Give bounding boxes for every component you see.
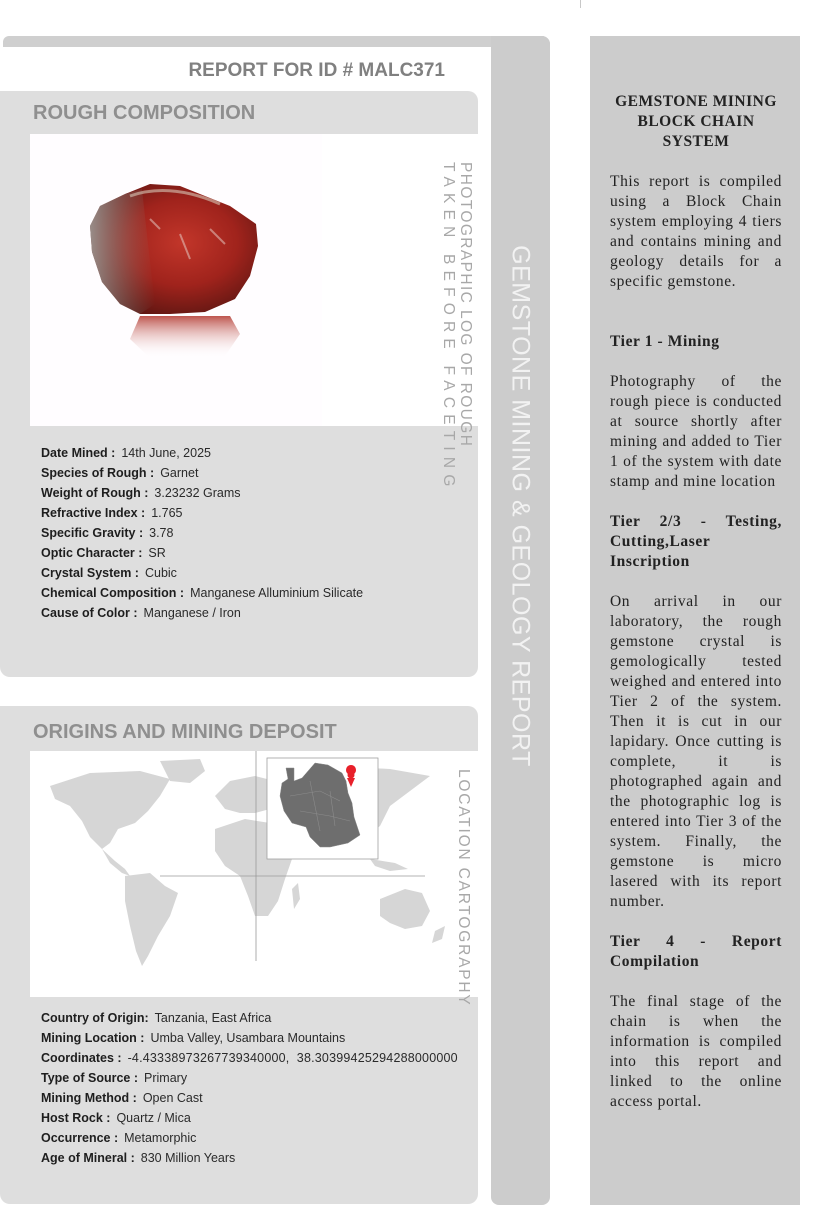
field-value: Quartz / Mica (116, 1111, 191, 1125)
field-label: Date Mined : (41, 446, 116, 460)
photo-caption-line2: TAKEN BEFORE FACETING (440, 162, 457, 493)
field-value: Garnet (160, 466, 199, 480)
tier4-heading: Tier 4 - Report Compilation (610, 933, 782, 970)
rough-composition-panel (0, 91, 478, 677)
field-value: Open Cast (142, 1091, 203, 1105)
field-label: Country of Origin: (41, 1011, 149, 1025)
field-label: Crystal System : (41, 566, 139, 580)
field-value: Manganese Alluminium Silicate (190, 586, 364, 600)
field-row-crystal-system (41, 563, 363, 583)
field-label: Mining Location : (41, 1031, 145, 1045)
band-title: GEMSTONE MINING & GEOLOGY REPORT (506, 245, 535, 767)
field-value: 1.765 (151, 506, 183, 520)
world-map-image (30, 751, 478, 997)
top-divider-tick (580, 0, 581, 8)
origins-title: ORIGINS AND MINING DEPOSIT (33, 721, 337, 743)
rough-details-list (41, 443, 363, 623)
field-value: 14th June, 2025 (121, 446, 211, 460)
field-row-weight (41, 483, 363, 503)
garnet-rough-image (30, 134, 322, 426)
report-id-heading: REPORT FOR ID # MALC371 (188, 60, 445, 81)
field-row-country (41, 1008, 458, 1028)
field-row-mining-location (41, 1028, 458, 1048)
field-label: Specific Gravity : (41, 526, 144, 540)
origins-details-list (41, 1008, 458, 1168)
field-label: Cause of Color : (41, 606, 138, 620)
field-row-coordinates (41, 1048, 458, 1068)
field-label: Weight of Rough : (41, 486, 149, 500)
field-value: SR (148, 546, 166, 560)
field-value: 830 Million Years (140, 1151, 236, 1165)
tier23-heading: Tier 2/3 - Testing, Cutting,Laser Inscription (610, 513, 782, 570)
field-value: 3.78 (149, 526, 174, 540)
field-label: Type of Source : (41, 1071, 139, 1085)
field-value: Metamorphic (124, 1131, 197, 1145)
field-value: Tanzania, East Africa (154, 1011, 272, 1025)
field-label: Optic Character : (41, 546, 143, 560)
field-value: Primary (144, 1071, 188, 1085)
tier1-heading: Tier 1 - Mining (610, 333, 720, 350)
field-label: Species of Rough : (41, 466, 155, 480)
field-value: Manganese / Iron (143, 606, 241, 620)
field-row-age-of-mineral (41, 1148, 458, 1168)
top-frame-bar (3, 36, 550, 47)
tier1-text: Photography of the rough piece is conducted at source shortly after mining and added to Tier 1 of the system with date stamp and mine location (610, 373, 782, 490)
rough-composition-title: ROUGH COMPOSITION (33, 102, 256, 124)
photo-caption (440, 162, 474, 493)
sidebar-intro: This report is compiled using a Block Chain system employing 4 tiers and contains mining and geology details for a specific gemstone. (610, 173, 782, 290)
map-caption: LOCATION CARTOGRAPHY (455, 769, 472, 1007)
field-row-refractive-index (41, 503, 363, 523)
field-row-specific-gravity (41, 523, 363, 543)
field-value: Umba Valley, Usambara Mountains (150, 1031, 346, 1045)
tier23-text: On arrival in our laboratory, the rough gemstone crystal is gemologically tested weighed and entered into Tier 2 of the system. Then it is cut in our lapidary. Once cutting is complete, it is photographed again and the photographic log is entered into Tier 3 of the system. Finally, the gemstone is micro lasered with its report number. (610, 593, 782, 910)
field-value: 3.23232 Grams (154, 486, 241, 500)
field-label: Chemical Composition : (41, 586, 185, 600)
field-row-occurrence (41, 1128, 458, 1148)
field-label: Refractive Index : (41, 506, 146, 520)
field-label: Mining Method : (41, 1091, 137, 1105)
field-label: Host Rock : (41, 1111, 111, 1125)
origins-panel (0, 706, 478, 1204)
field-row-date-mined (41, 443, 363, 463)
photo-caption-line1: PHOTOGRAPHIC LOG OF ROUGH (457, 162, 474, 448)
field-row-type-of-source (41, 1068, 458, 1088)
field-row-chemical-composition (41, 583, 363, 603)
side-title-band (491, 36, 550, 1205)
sidebar-title: GEMSTONE MINING BLOCK CHAIN SYSTEM (615, 93, 777, 150)
blockchain-info-sidebar (590, 36, 800, 1205)
location-map (30, 751, 478, 1007)
tier4-text: The final stage of the chain is when the information is compiled into this report and linked to the online access portal. (610, 993, 782, 1110)
field-row-mining-method (41, 1088, 458, 1108)
field-label: Age of Mineral : (41, 1151, 135, 1165)
field-label: Occurrence : (41, 1131, 119, 1145)
field-row-species (41, 463, 363, 483)
field-label: Coordinates : (41, 1051, 122, 1065)
field-row-optic-character (41, 543, 363, 563)
field-row-cause-of-color (41, 603, 363, 623)
field-value: Cubic (144, 566, 177, 580)
rough-gemstone-photo (30, 134, 322, 426)
field-value: -4.43338973267739340000, 38.30399425294288000000 (127, 1051, 458, 1065)
field-row-host-rock (41, 1108, 458, 1128)
